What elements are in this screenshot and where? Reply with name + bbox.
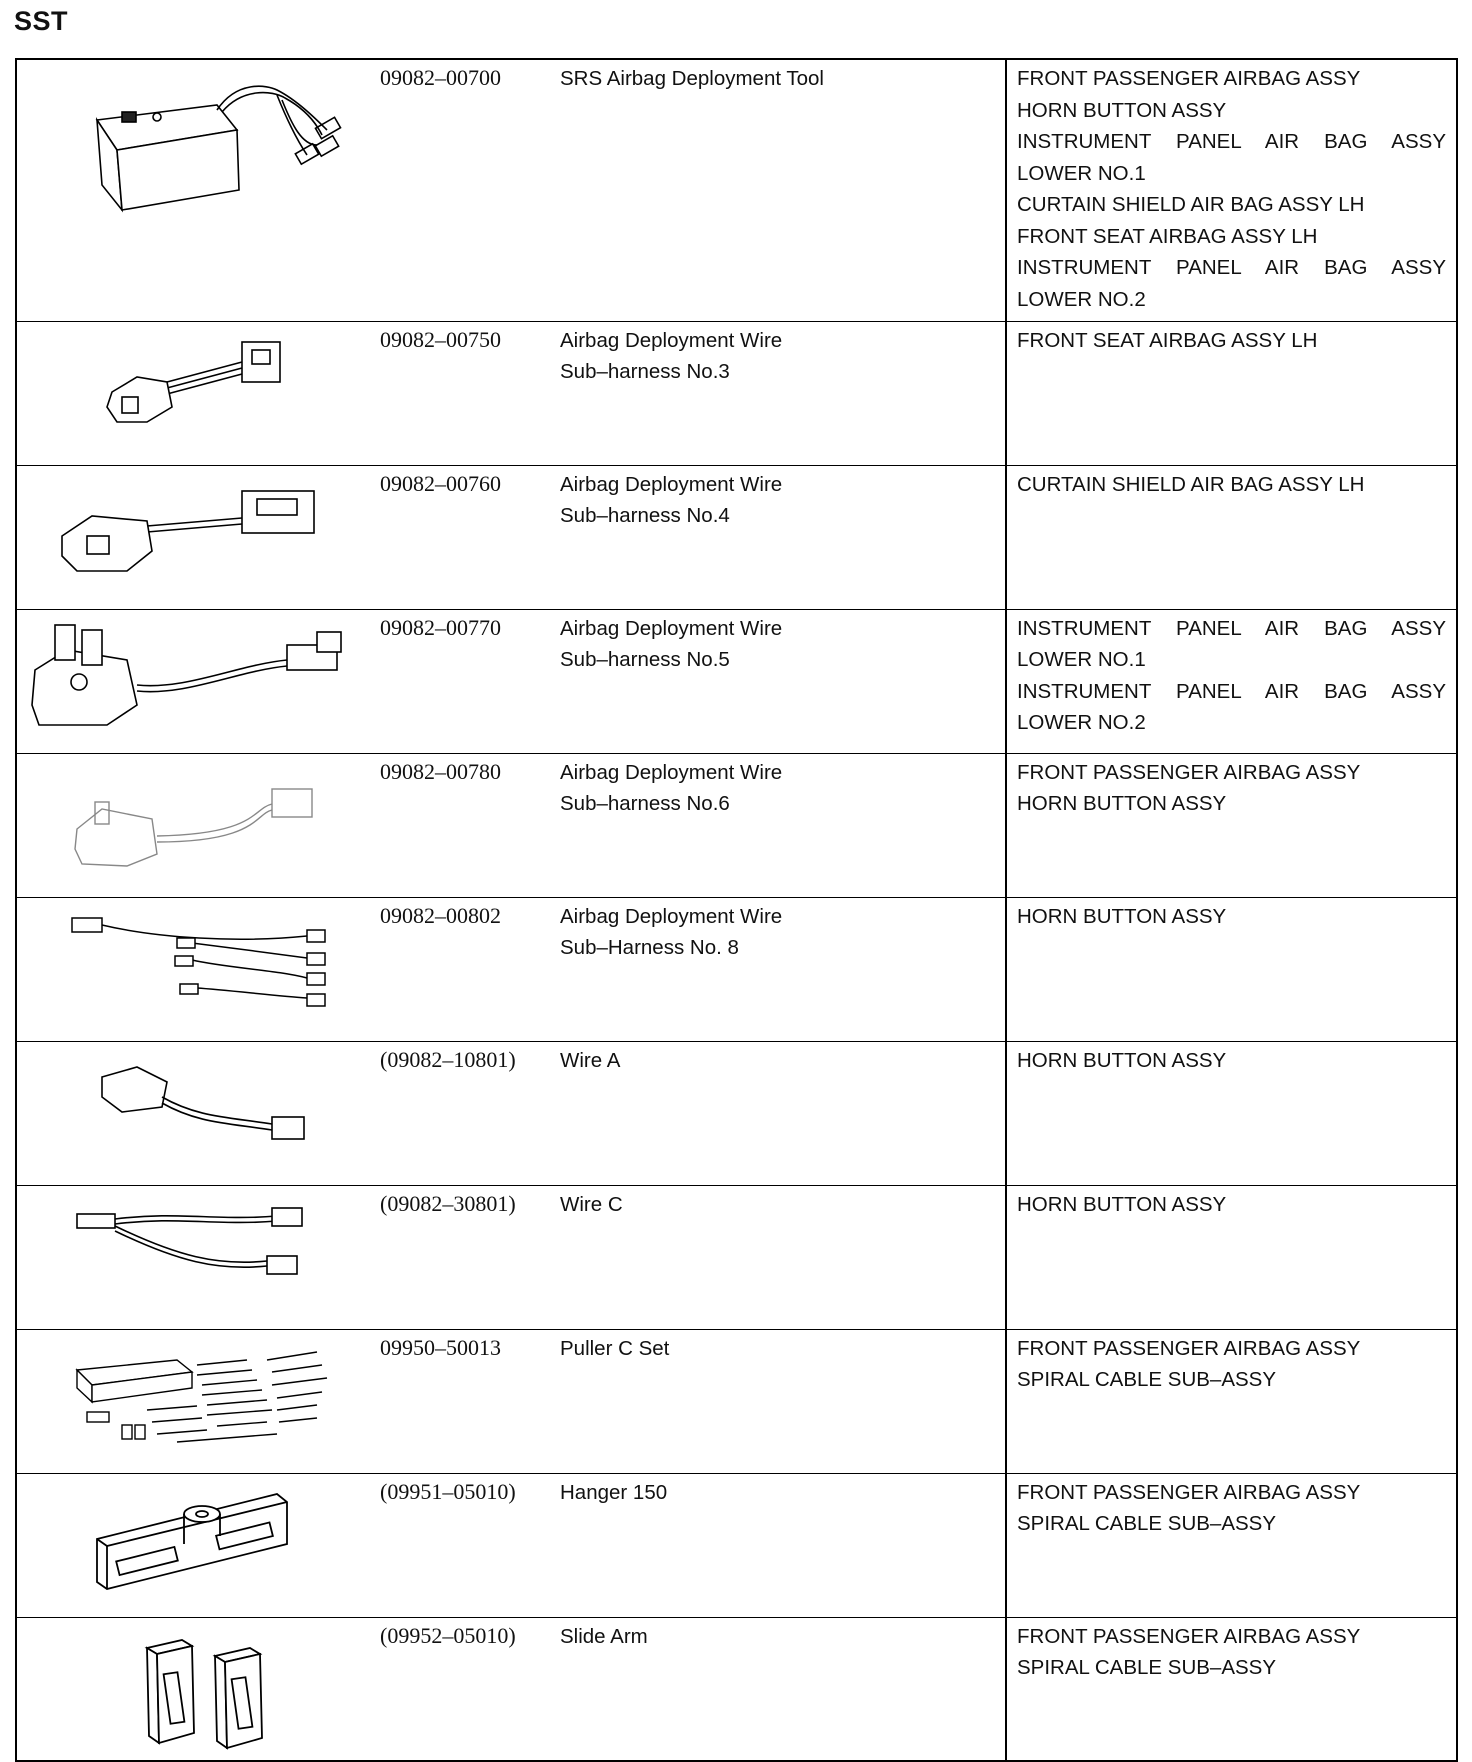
part-number: (09082–10801)	[372, 1041, 555, 1185]
part-number: (09951–05010)	[372, 1473, 555, 1617]
tool-name: Wire A	[555, 1041, 1006, 1185]
table-row	[16, 753, 1457, 897]
wire-harness-icon	[17, 322, 372, 466]
applicable-parts: FRONT PASSENGER AIRBAG ASSY SPIRAL CABLE SUB–ASSY	[1006, 1473, 1457, 1617]
wire-harness-icon	[17, 610, 372, 754]
puller-set-icon	[17, 1330, 372, 1474]
table-row	[16, 1617, 1457, 1761]
applicable-parts: FRONT PASSENGER AIRBAG ASSY HORN BUTTON ASSY INSTRUMENT PANEL AIR BAG ASSY LOWER NO.1 CURTAIN SHIELD AIR BAG ASSY LH FRONT SEAT AIRBAG ASSY LH INSTRUMENT PANEL AIR BAG ASSY LOWER NO.2	[1006, 59, 1457, 321]
tool-name: Puller C Set	[555, 1329, 1006, 1473]
applicable-parts: FRONT SEAT AIRBAG ASSY LH	[1006, 321, 1457, 465]
tool-name: Airbag Deployment Wire Sub–harness No.4	[555, 465, 1006, 609]
table-row	[16, 897, 1457, 1041]
part-number: (09952–05010)	[372, 1617, 555, 1761]
tool-name: Hanger 150	[555, 1473, 1006, 1617]
applicable-parts: FRONT PASSENGER AIRBAG ASSY HORN BUTTON ASSY	[1006, 753, 1457, 897]
applicable-parts: INSTRUMENT PANEL AIR BAG ASSY LOWER NO.1 INSTRUMENT PANEL AIR BAG ASSY LOWER NO.2	[1006, 609, 1457, 753]
part-number: 09082–00802	[372, 897, 555, 1041]
hanger-icon	[17, 1474, 372, 1618]
deployment-tool-icon	[17, 60, 372, 322]
part-number: 09082–00770	[372, 609, 555, 753]
wire-harness-icon	[17, 466, 372, 610]
table-row	[16, 1185, 1457, 1329]
part-number: 09082–00700	[372, 59, 555, 321]
applicable-parts: HORN BUTTON ASSY	[1006, 1041, 1457, 1185]
table-row	[16, 321, 1457, 465]
table-row	[16, 59, 1457, 321]
table-row	[16, 465, 1457, 609]
applicable-parts: HORN BUTTON ASSY	[1006, 897, 1457, 1041]
wire-harness-icon	[17, 754, 372, 898]
part-number: 09950–50013	[372, 1329, 555, 1473]
wire-harness-icon	[17, 1186, 372, 1330]
tool-name: Airbag Deployment Wire Sub–harness No.6	[555, 753, 1006, 897]
sst-table	[15, 58, 1458, 1762]
part-number: 09082–00760	[372, 465, 555, 609]
tool-name: SRS Airbag Deployment Tool	[555, 59, 1006, 321]
table-row	[16, 1329, 1457, 1473]
tool-name: Slide Arm	[555, 1617, 1006, 1761]
table-row	[16, 1473, 1457, 1617]
applicable-parts: HORN BUTTON ASSY	[1006, 1185, 1457, 1329]
applicable-parts: FRONT PASSENGER AIRBAG ASSY SPIRAL CABLE SUB–ASSY	[1006, 1617, 1457, 1761]
part-number: (09082–30801)	[372, 1185, 555, 1329]
part-number: 09082–00780	[372, 753, 555, 897]
tool-illustration-cell	[16, 59, 372, 321]
tool-name: Airbag Deployment Wire Sub–Harness No. 8	[555, 897, 1006, 1041]
wire-harness-icon	[17, 898, 372, 1042]
tool-name: Airbag Deployment Wire Sub–harness No.5	[555, 609, 1006, 753]
part-number: 09082–00750	[372, 321, 555, 465]
wire-harness-icon	[17, 1042, 372, 1186]
table-row	[16, 1041, 1457, 1185]
tool-name: Airbag Deployment Wire Sub–harness No.3	[555, 321, 1006, 465]
page-title: SST	[14, 6, 69, 36]
applicable-parts: CURTAIN SHIELD AIR BAG ASSY LH	[1006, 465, 1457, 609]
table-row	[16, 609, 1457, 753]
slide-arm-icon	[17, 1618, 372, 1762]
tool-name: Wire C	[555, 1185, 1006, 1329]
applicable-parts: FRONT PASSENGER AIRBAG ASSY SPIRAL CABLE SUB–ASSY	[1006, 1329, 1457, 1473]
